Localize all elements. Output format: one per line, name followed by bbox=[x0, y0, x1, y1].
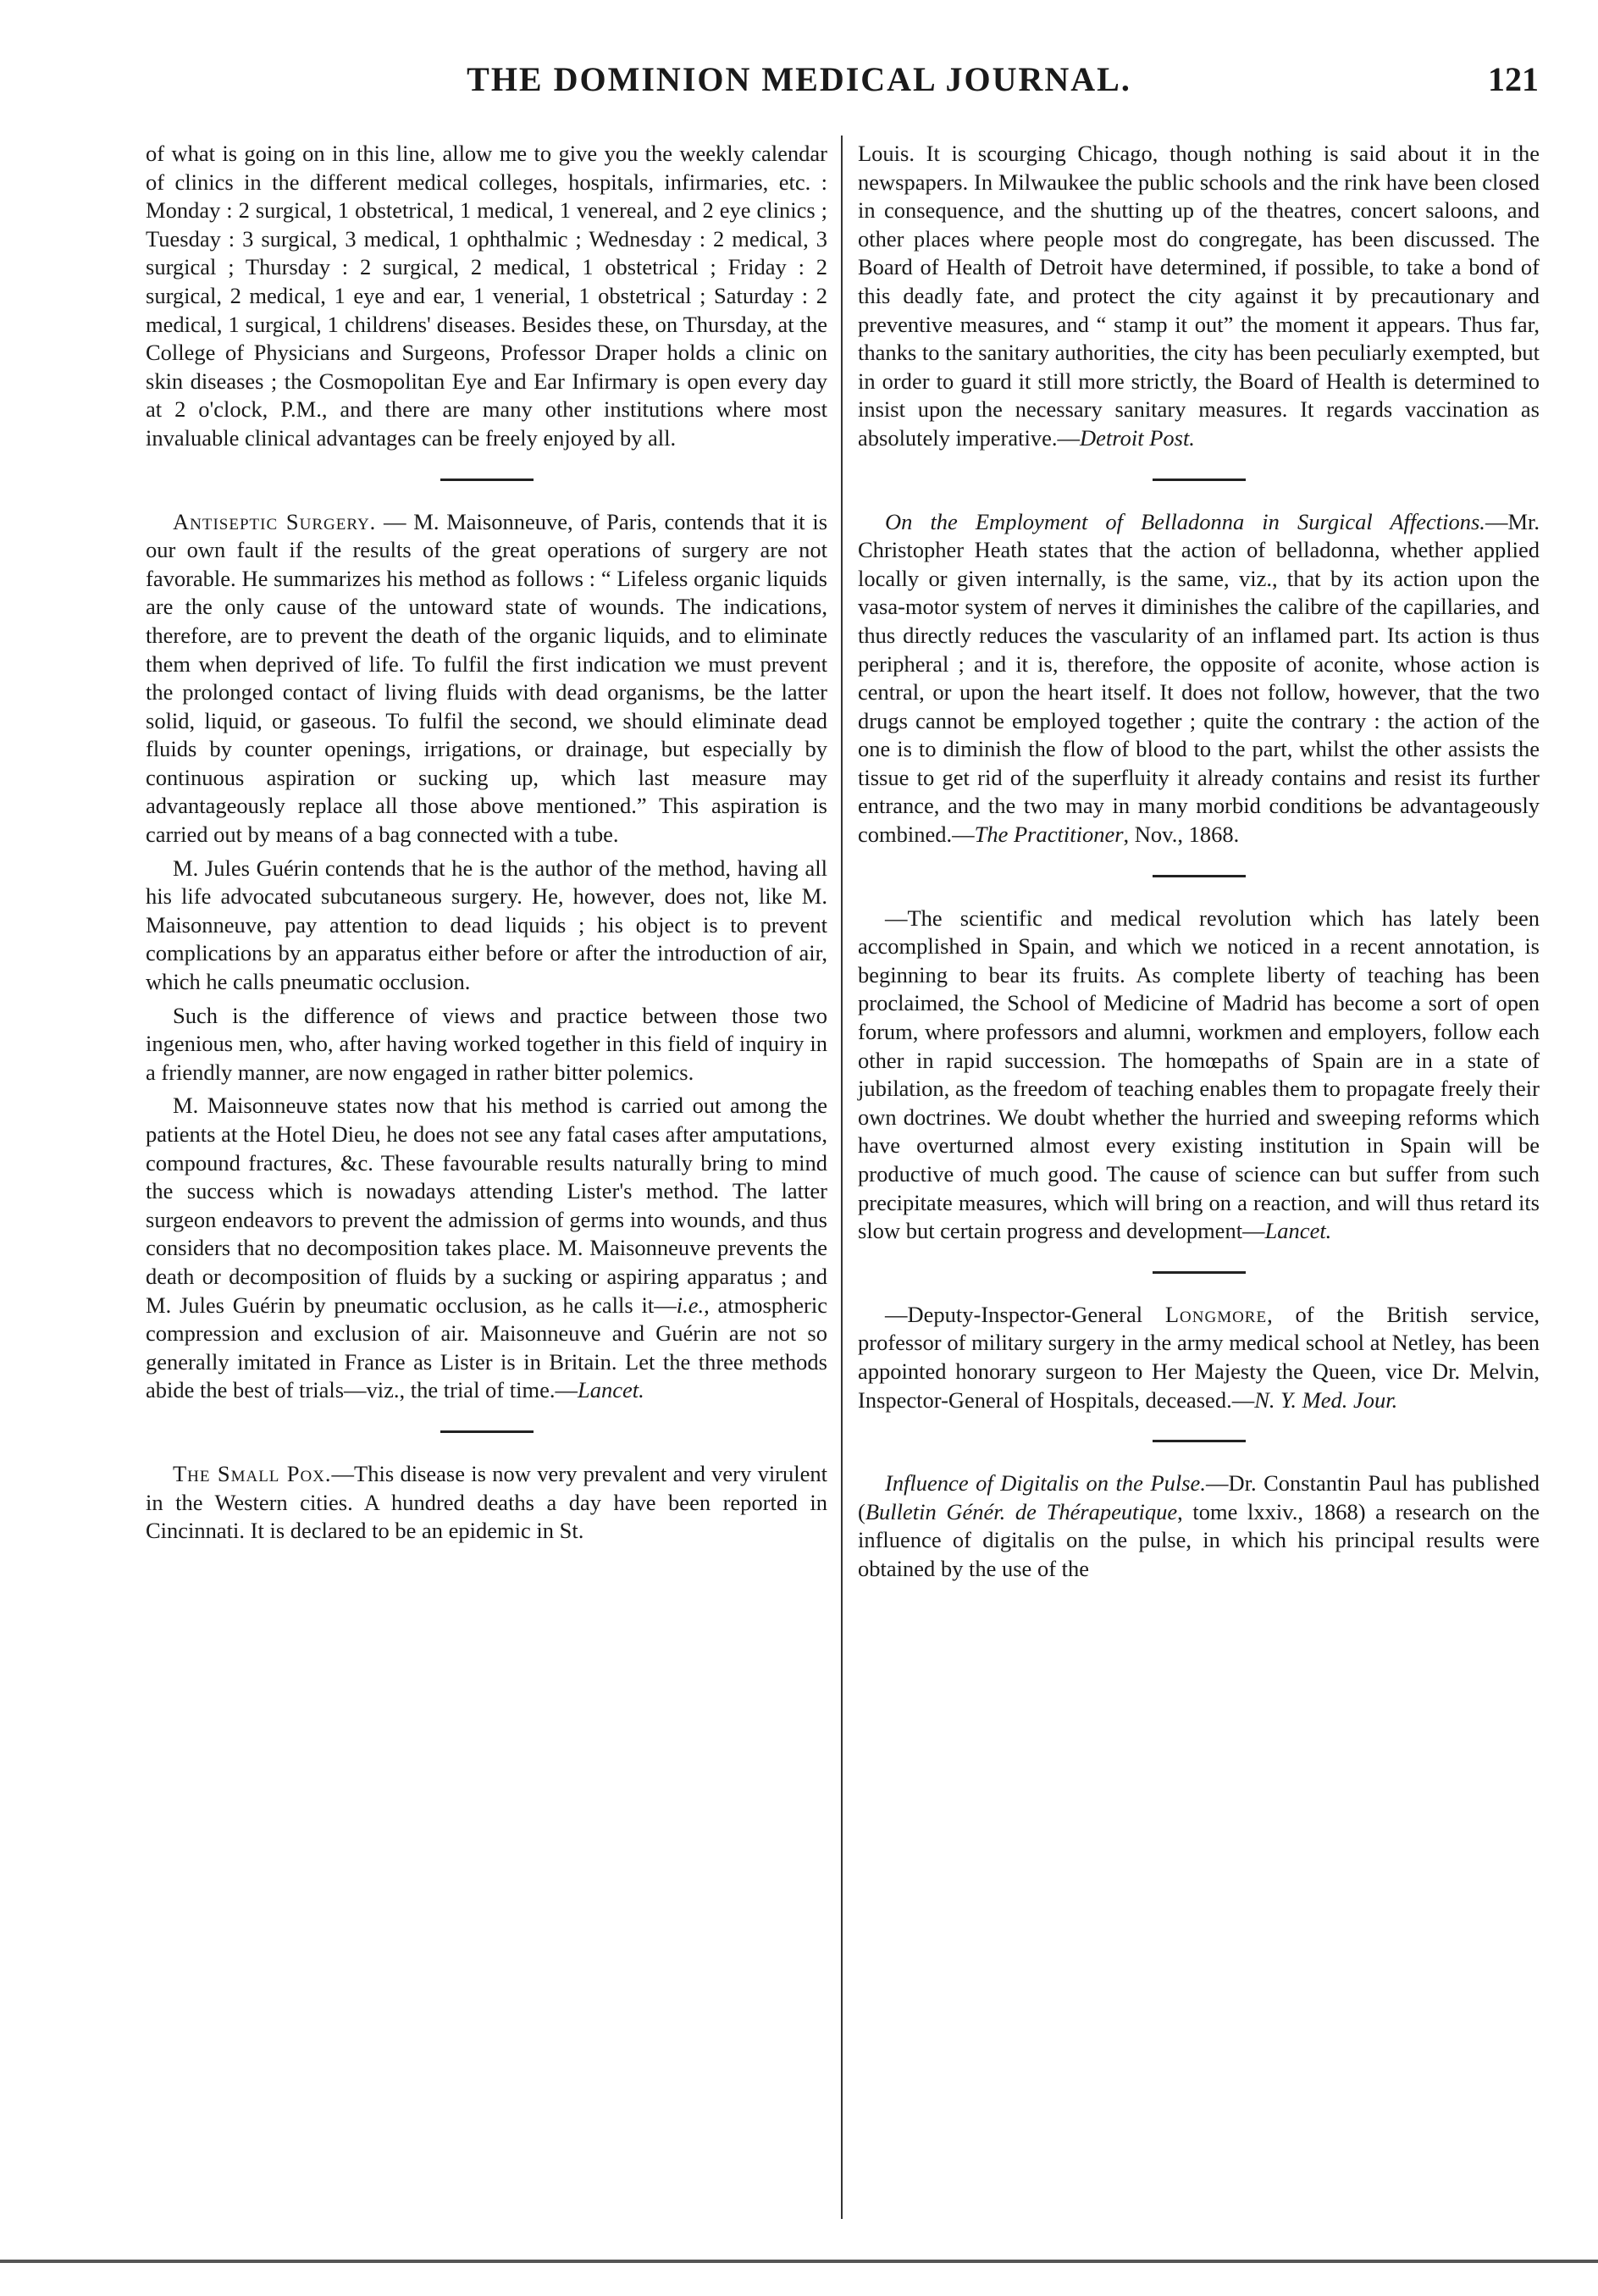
small-pox-continuation: Louis. It is scourging Chicago, though nothing is said about it in the newspapers. In Milwaukee the public schools and the rink have been closed in consequence, and the shutting up of the theatres, concert saloons, and other places where people most do congregate, has been discussed. The Board of Health of Detroit have determined, if possible, to take a bond of this deadly fate, and protect the city against it by precautionary and preventive measures, and “ stamp it out” the moment it appears. Thus far, thanks to the sanitary authorities, the city has been peculiarly exempted, but in order to guard it still more strictly, the Board of Health is determined to insist upon the necessary sanitary measures. It regards vaccination as absolutely imperative.—Detroit Post. bbox=[858, 141, 1540, 451]
page-number: 121 bbox=[1488, 60, 1539, 98]
longmore-name: Longmore bbox=[1164, 1301, 1268, 1327]
source-citation: N. Y. Med. Jour. bbox=[1254, 1386, 1398, 1413]
longmore-paragraph: —Deputy-Inspector-General Longmore, of the British service, professor of military surgery in the army medical school at Netley, has been appointed honorary surgeon to Her Majesty the Queen, vice Dr. Melvin, Inspector-General of Hospitals, deceased.—N. Y. Med. Jour. bbox=[858, 1301, 1540, 1413]
left-column bbox=[146, 140, 827, 1551]
spain-paragraph: —The scientific and medical revolution which has lately been accomplished in Spain, and which we noticed in a recent annotation, is beginning to bear its fruits. As complete liberty of teaching has been proclaimed, the School of Medicine of Madrid has become a sort of open forum, where professors and alumni, workmen and employers, follow each other in rapid succession. The homœpaths of Spain are in a state of jubilation, as the freedom of teaching enables them to propagate freely their own doctrines. We doubt whether the hurried and sweeping reforms which have overturned almost every existing institution in Spain will be productive of much good. The cause of science can but suffer from such precipitate measures, which will bring on a reaction, and will thus retard its slow but certain progress and development—Lancet. bbox=[858, 905, 1540, 1244]
maisonneuve-paragraph: M. Maisonneuve states now that his method is carried out among the patients at the Hotel Dieu, he does not see any fatal cases after amputations, compound fractures, &c. These favourable results naturally bring to mind the success which is nowadays attending Lister's method. The latter surgeon endeavors to prevent the admission of germs into wounds, and thus considers that no decomposition takes place. M. Maisonneuve prevents the death or decomposition of fluids by a sucking or aspiring apparatus ; and M. Jules Guérin by pneumatic occlusion, as he calls it—i.e., atmospheric compression and exclusion of air. Maisonneuve and Guérin are not so generally imitated in France as Lister is in Britain. Let the three methods abide the best of trials—viz., the trial of time.—Lancet. bbox=[146, 1093, 827, 1403]
section-divider bbox=[440, 479, 534, 481]
source-citation: Lancet. bbox=[577, 1377, 644, 1403]
small-pox-paragraph: The Small Pox.—This disease is now very prevalent and very virulent in the Western cities. A hundred deaths a day have been reported in Cincinnati. It is declared to be an epidemic in St. bbox=[146, 1460, 827, 1544]
digitalis-heading: Influence of Digitalis on the Pulse. bbox=[885, 1470, 1206, 1497]
section-divider bbox=[1153, 1271, 1246, 1274]
source-citation: Lancet. bbox=[1264, 1218, 1332, 1244]
guerin-paragraph: M. Jules Guérin contends that he is the author of the method, having all his life advocated subcutaneous surgery. He, however, does not, like M. Maisonneuve, pay attention to dead liquids ; his object is to prevent complications by an apparatus either before or after the introduction of air, which he calls pneumatic occlusion. bbox=[146, 855, 827, 995]
section-divider bbox=[440, 1430, 534, 1433]
belladonna-heading: On the Employment of Belladonna in Surgical Affections. bbox=[885, 508, 1485, 534]
digitalis-paragraph: Influence of Digitalis on the Pulse.—Dr. Constantin Paul has published (Bulletin Génér. de Thérapeutique, tome lxxiv., 1868) a research on the influence of digitalis on the pulse, in which his principal results were obtained by the use of the bbox=[858, 1470, 1540, 1581]
section-divider bbox=[1153, 479, 1246, 481]
page-header bbox=[0, 0, 1598, 119]
section-divider bbox=[1153, 875, 1246, 877]
antiseptic-surgery-heading: Antiseptic Surgery. bbox=[173, 508, 377, 534]
section-divider bbox=[1153, 1440, 1246, 1442]
difference-paragraph: Such is the difference of views and practice between those two ingenious men, who, after having worked together in this field of inquiry in a friendly manner, are now engaged in rather bitter polemics. bbox=[146, 1002, 827, 1085]
small-pox-heading: The Small Pox. bbox=[173, 1460, 332, 1486]
antiseptic-surgery-paragraph: Antiseptic Surgery. — M. Maisonneuve, of Paris, contends that it is our own fault if the results of the great operations of surgery are not favorable. He summarizes his method as follows : “ Lifeless organic liquids are the only cause of the untoward state of wounds. The indications, therefore, are to prevent the death of the organic liquids, and to eliminate them when deprived of life. To fulfil the first indication we must prevent the prolonged contact of living fluids with dead organisms, be the latter solid, liquid, or gaseous. To fulfil the second, we should eliminate dead fluids by counter openings, irrigations, or drainage, but especially by continuous aspiration or sucking up, which last measure may advantageously replace all those above mentioned.” This aspiration is carried out by means of a bag connected with a tube. bbox=[146, 508, 828, 848]
column-rule bbox=[841, 136, 843, 2219]
belladonna-paragraph: On the Employment of Belladonna in Surgical Affections.—Mr. Christopher Heath states that the action of belladonna, whether applied locally or given internally, is the same, viz., that by its action upon the vasa-motor system of nerves it diminishes the calibre of the capillaries, and thus directly reduces the vascularity of an inflamed part. Its action is thus peripheral ; and it is, therefore, the opposite of aconite, whose action is central, or upon the heart itself. It does not follow, however, that the two drugs cannot be employed together ; quite the contrary : the action of the one is to diminish the flow of blood to the part, whilst the other assists the tissue to get rid of the superfluity it already contains and resist its further entrance, and the two may in many morbid conditions be advantageously combined.—The Practitioner, Nov., 1868. bbox=[858, 508, 1540, 848]
source-citation: Detroit Post. bbox=[1080, 424, 1195, 451]
right-column bbox=[858, 140, 1540, 1589]
bottom-rule bbox=[0, 2260, 1598, 2263]
clinics-paragraph: of what is going on in this line, allow me to give you the weekly calendar of clinics in the different medical colleges, hospitals, infirmaries, etc. : Monday : 2 surgical, 1 obstetrical, 1 medical, 1 venereal, and 2 eye clinics ; Tuesday : 3 surgical, 3 medical, 1 ophthalmic ; Wednesday : 2 medical, 3 surgical ; Thursday : 2 surgical, 2 medical, 1 obstetrical ; Friday : 2 surgical, 2 medical, 1 eye and ear, 1 venerial, 1 obstetrical ; Saturday : 2 medical, 1 surgical, 1 childrens' diseases. Besides these, on Thursday, at the College of Physicians and Surgeons, Professor Draper holds a clinic on skin diseases ; the Cosmopolitan Eye and Ear Infirmary is open every day at 2 o'clock, P.M., and there are many other institutions where most invaluable clinical advantages can be freely enjoyed by all. bbox=[146, 141, 827, 451]
journal-title: THE DOMINION MEDICAL JOURNAL. bbox=[467, 60, 1131, 98]
source-citation: The Practitioner bbox=[974, 822, 1124, 848]
